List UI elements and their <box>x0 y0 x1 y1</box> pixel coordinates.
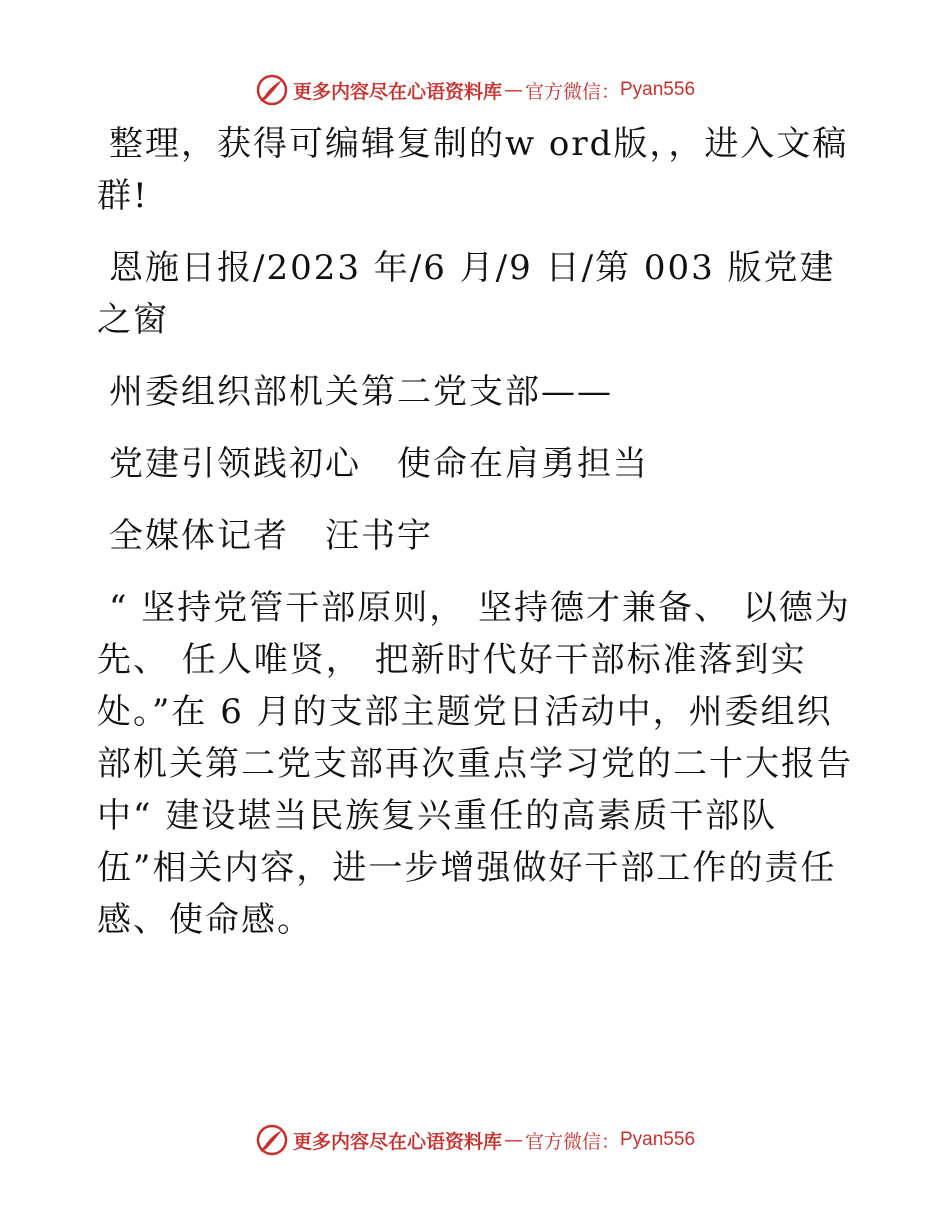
banner-separator: — <box>503 1129 523 1151</box>
red-quill-circle-icon <box>255 1123 289 1157</box>
intro-paragraph: 整理，获得可编辑复制的w ord版，，进入文稿群! <box>97 124 849 216</box>
article-byline: 全媒体记者 汪书宇 <box>109 516 433 556</box>
banner-wechat-label: 官方微信： <box>524 1130 620 1153</box>
banner-brand-text: 更多内容尽在心语资料库 <box>292 80 502 103</box>
banner-wechat-id: Pyan556 <box>620 1129 696 1150</box>
article-body-paragraph: “ 坚持党管干部原则， 坚持德才兼备、 以德为先、 任人唯贤， 把新时代好干部标准落到实处。”在 6 月的支部主题党日活动中，州委组织部机关第二党支部再次重点学习党的二十大报告中“ 建设堪当民族复兴重任的高素质干部队伍”相关内容，进一步增强做好干部工作的责任感、使命感。 <box>97 588 853 940</box>
banner-wechat-id: Pyan556 <box>620 79 696 100</box>
banner-separator: — <box>503 79 523 101</box>
header-banner <box>0 70 950 110</box>
organization-line: 州委组织部机关第二党支部—— <box>109 372 613 412</box>
footer-banner <box>0 1120 950 1160</box>
banner-brand-text: 更多内容尽在心语资料库 <box>292 1130 502 1153</box>
article-headline: 党建引领践初心 使命在肩勇担当 <box>109 444 649 484</box>
document-content <box>97 118 857 946</box>
banner-wechat-label: 官方微信： <box>524 80 620 103</box>
red-quill-circle-icon <box>255 73 289 107</box>
source-line: 恩施日报/2023 年/6 月/9 日/第 003 版党建之窗 <box>97 248 836 340</box>
